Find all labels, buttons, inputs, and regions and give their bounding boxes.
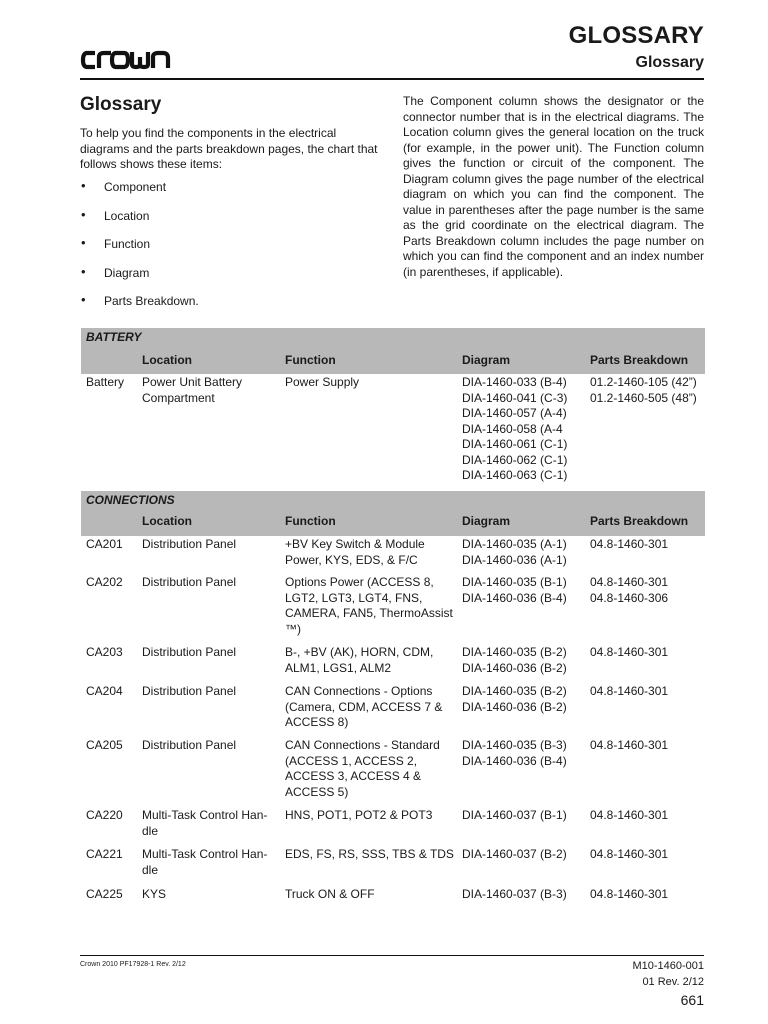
cell-parts-breakdown: 01.2-1460-105 (42”) 01.2-1460-505 (48”) — [590, 375, 697, 405]
cell-function: Options Power (ACCESS 8, LGT2, LGT3, LGT4, FNS, CAMERA, FAN5, ThermoAssist ™) — [285, 575, 453, 636]
cell-location: Distribution Panel — [142, 537, 237, 551]
section-title: CONNECTIONS — [86, 493, 175, 507]
column-header-location: Location — [142, 514, 192, 528]
cell-location: Multi-Task Control Han- dle — [142, 847, 268, 877]
cell-diagram: DIA-1460-037 (B-3) — [462, 887, 567, 901]
intro-paragraph: To help you find the components in the electrical diagrams and the parts breakdown pages, the chart that follows shows these items: — [80, 126, 378, 171]
glossary-table — [81, 328, 705, 907]
cell-component: Battery — [86, 375, 125, 389]
cell-component: CA202 — [86, 575, 123, 589]
footer-copyright: Crown 2010 PF17928-1 Rev. 2/12 — [80, 961, 186, 968]
list-item: • Parts Breakdown. — [80, 294, 380, 309]
cell-parts-breakdown: 04.8-1460-301 — [590, 645, 669, 659]
cell-parts-breakdown: 04.8-1460-301 — [590, 537, 669, 551]
column-headers — [81, 347, 705, 374]
cell-parts-breakdown: 04.8-1460-301 04.8-1460-306 — [590, 575, 669, 605]
column-header-diagram: Diagram — [462, 353, 511, 367]
header-divider — [80, 78, 704, 80]
cell-parts-breakdown: 04.8-1460-301 — [590, 738, 669, 752]
list-item: • Location — [80, 209, 380, 224]
cell-diagram: DIA-1460-037 (B-2) — [462, 847, 567, 861]
cell-location: KYS — [142, 887, 167, 901]
table-row — [81, 575, 705, 645]
footer-document-number: M10-1460-001 — [632, 960, 704, 972]
list-item: • Function — [80, 237, 380, 252]
page-section-title: GLOSSARY — [568, 22, 704, 49]
section-header-connections — [81, 491, 705, 536]
cell-function: +BV Key Switch & Module Power, KYS, EDS, & F/C — [285, 537, 425, 567]
table-row — [81, 645, 705, 684]
page-section-subtitle: Glossary — [635, 54, 704, 71]
cell-component: CA220 — [86, 808, 123, 822]
column-header-function: Function — [285, 353, 336, 367]
table-row — [81, 887, 705, 907]
cell-diagram: DIA-1460-035 (B-2) DIA-1460-036 (B-2) — [462, 684, 567, 714]
cell-location: Distribution Panel — [142, 738, 237, 752]
cell-function: EDS, FS, RS, SSS, TBS & TDS — [285, 847, 454, 861]
section-title: BATTERY — [86, 330, 142, 344]
cell-diagram: DIA-1460-035 (B-3) DIA-1460-036 (B-4) — [462, 738, 567, 768]
table-row — [81, 536, 705, 575]
cell-location: Distribution Panel — [142, 575, 237, 589]
cell-component: CA201 — [86, 537, 123, 551]
column-header-function: Function — [285, 514, 336, 528]
glossary-heading: Glossary — [80, 94, 162, 115]
cell-parts-breakdown: 04.8-1460-301 — [590, 847, 669, 861]
cell-diagram: DIA-1460-033 (B-4) DIA-1460-041 (C-3) DIA-1460-057 (A-4) DIA-1460-058 (A-4 DIA-1460-061 (C-1) DIA-1460-062 (C-1) DIA-1460-063 (C-1) — [462, 375, 568, 482]
cell-component: CA205 — [86, 738, 123, 752]
cell-component: CA203 — [86, 645, 123, 659]
crown-logo — [80, 48, 184, 72]
item-list — [80, 180, 380, 323]
cell-parts-breakdown: 04.8-1460-301 — [590, 808, 669, 822]
cell-location: Distribution Panel — [142, 645, 237, 659]
page-number: 661 — [680, 992, 704, 1008]
footer-divider — [80, 955, 704, 956]
cell-diagram: DIA-1460-035 (B-1) DIA-1460-036 (B-4) — [462, 575, 567, 605]
cell-function: Truck ON & OFF — [285, 887, 375, 901]
column-header-location: Location — [142, 353, 192, 367]
column-header-parts-breakdown: Parts Breakdown — [590, 514, 689, 528]
cell-diagram: DIA-1460-035 (B-2) DIA-1460-036 (B-2) — [462, 645, 567, 675]
footer-revision: 01 Rev. 2/12 — [642, 976, 704, 988]
section-header-battery — [81, 328, 705, 374]
list-item: • Diagram — [80, 266, 380, 281]
cell-diagram: DIA-1460-037 (B-1) — [462, 808, 567, 822]
cell-component: CA221 — [86, 847, 123, 861]
cell-function: B-, +BV (AK), HORN, CDM, ALM1, LGS1, ALM2 — [285, 645, 434, 675]
cell-location: Power Unit Battery Compartment — [142, 375, 243, 405]
table-row — [81, 738, 705, 808]
column-headers — [81, 509, 705, 536]
cell-location: Multi-Task Control Han- dle — [142, 808, 268, 838]
cell-function: Power Supply — [285, 375, 360, 389]
list-item: • Component — [80, 180, 380, 195]
cell-function: CAN Connections - Standard (ACCESS 1, ACCESS 2, ACCESS 3, ACCESS 4 & ACCESS 5) — [285, 738, 440, 799]
column-description-paragraph: The Component column shows the designator or the connector number that is in the electrical diagrams. The Location column gives the general location on the truck (for example, in the power unit). The Function column gives the function or circuit of the component. The Diagram column gives the page number of the electrical diagram on which you can find the component. The value in parentheses after the page number is the same as the grid coordinate on the electrical diagram. The Parts Breakdown column includes the page number on which you can find the component and an index number (in parentheses, if applicable). — [403, 94, 704, 279]
cell-diagram: DIA-1460-035 (A-1) DIA-1460-036 (A-1) — [462, 537, 567, 567]
table-row — [81, 808, 705, 847]
cell-location: Distribution Panel — [142, 684, 237, 698]
column-header-parts-breakdown: Parts Breakdown — [590, 353, 689, 367]
cell-parts-breakdown: 04.8-1460-301 — [590, 684, 669, 698]
cell-parts-breakdown: 04.8-1460-301 — [590, 887, 669, 901]
table-row — [81, 374, 705, 491]
cell-function: CAN Connections - Options (Camera, CDM, ACCESS 7 & ACCESS 8) — [285, 684, 443, 729]
cell-component: CA204 — [86, 684, 123, 698]
column-header-diagram: Diagram — [462, 514, 511, 528]
cell-function: HNS, POT1, POT2 & POT3 — [285, 808, 433, 822]
table-row — [81, 847, 705, 887]
table-row — [81, 684, 705, 738]
cell-component: CA225 — [86, 887, 123, 901]
